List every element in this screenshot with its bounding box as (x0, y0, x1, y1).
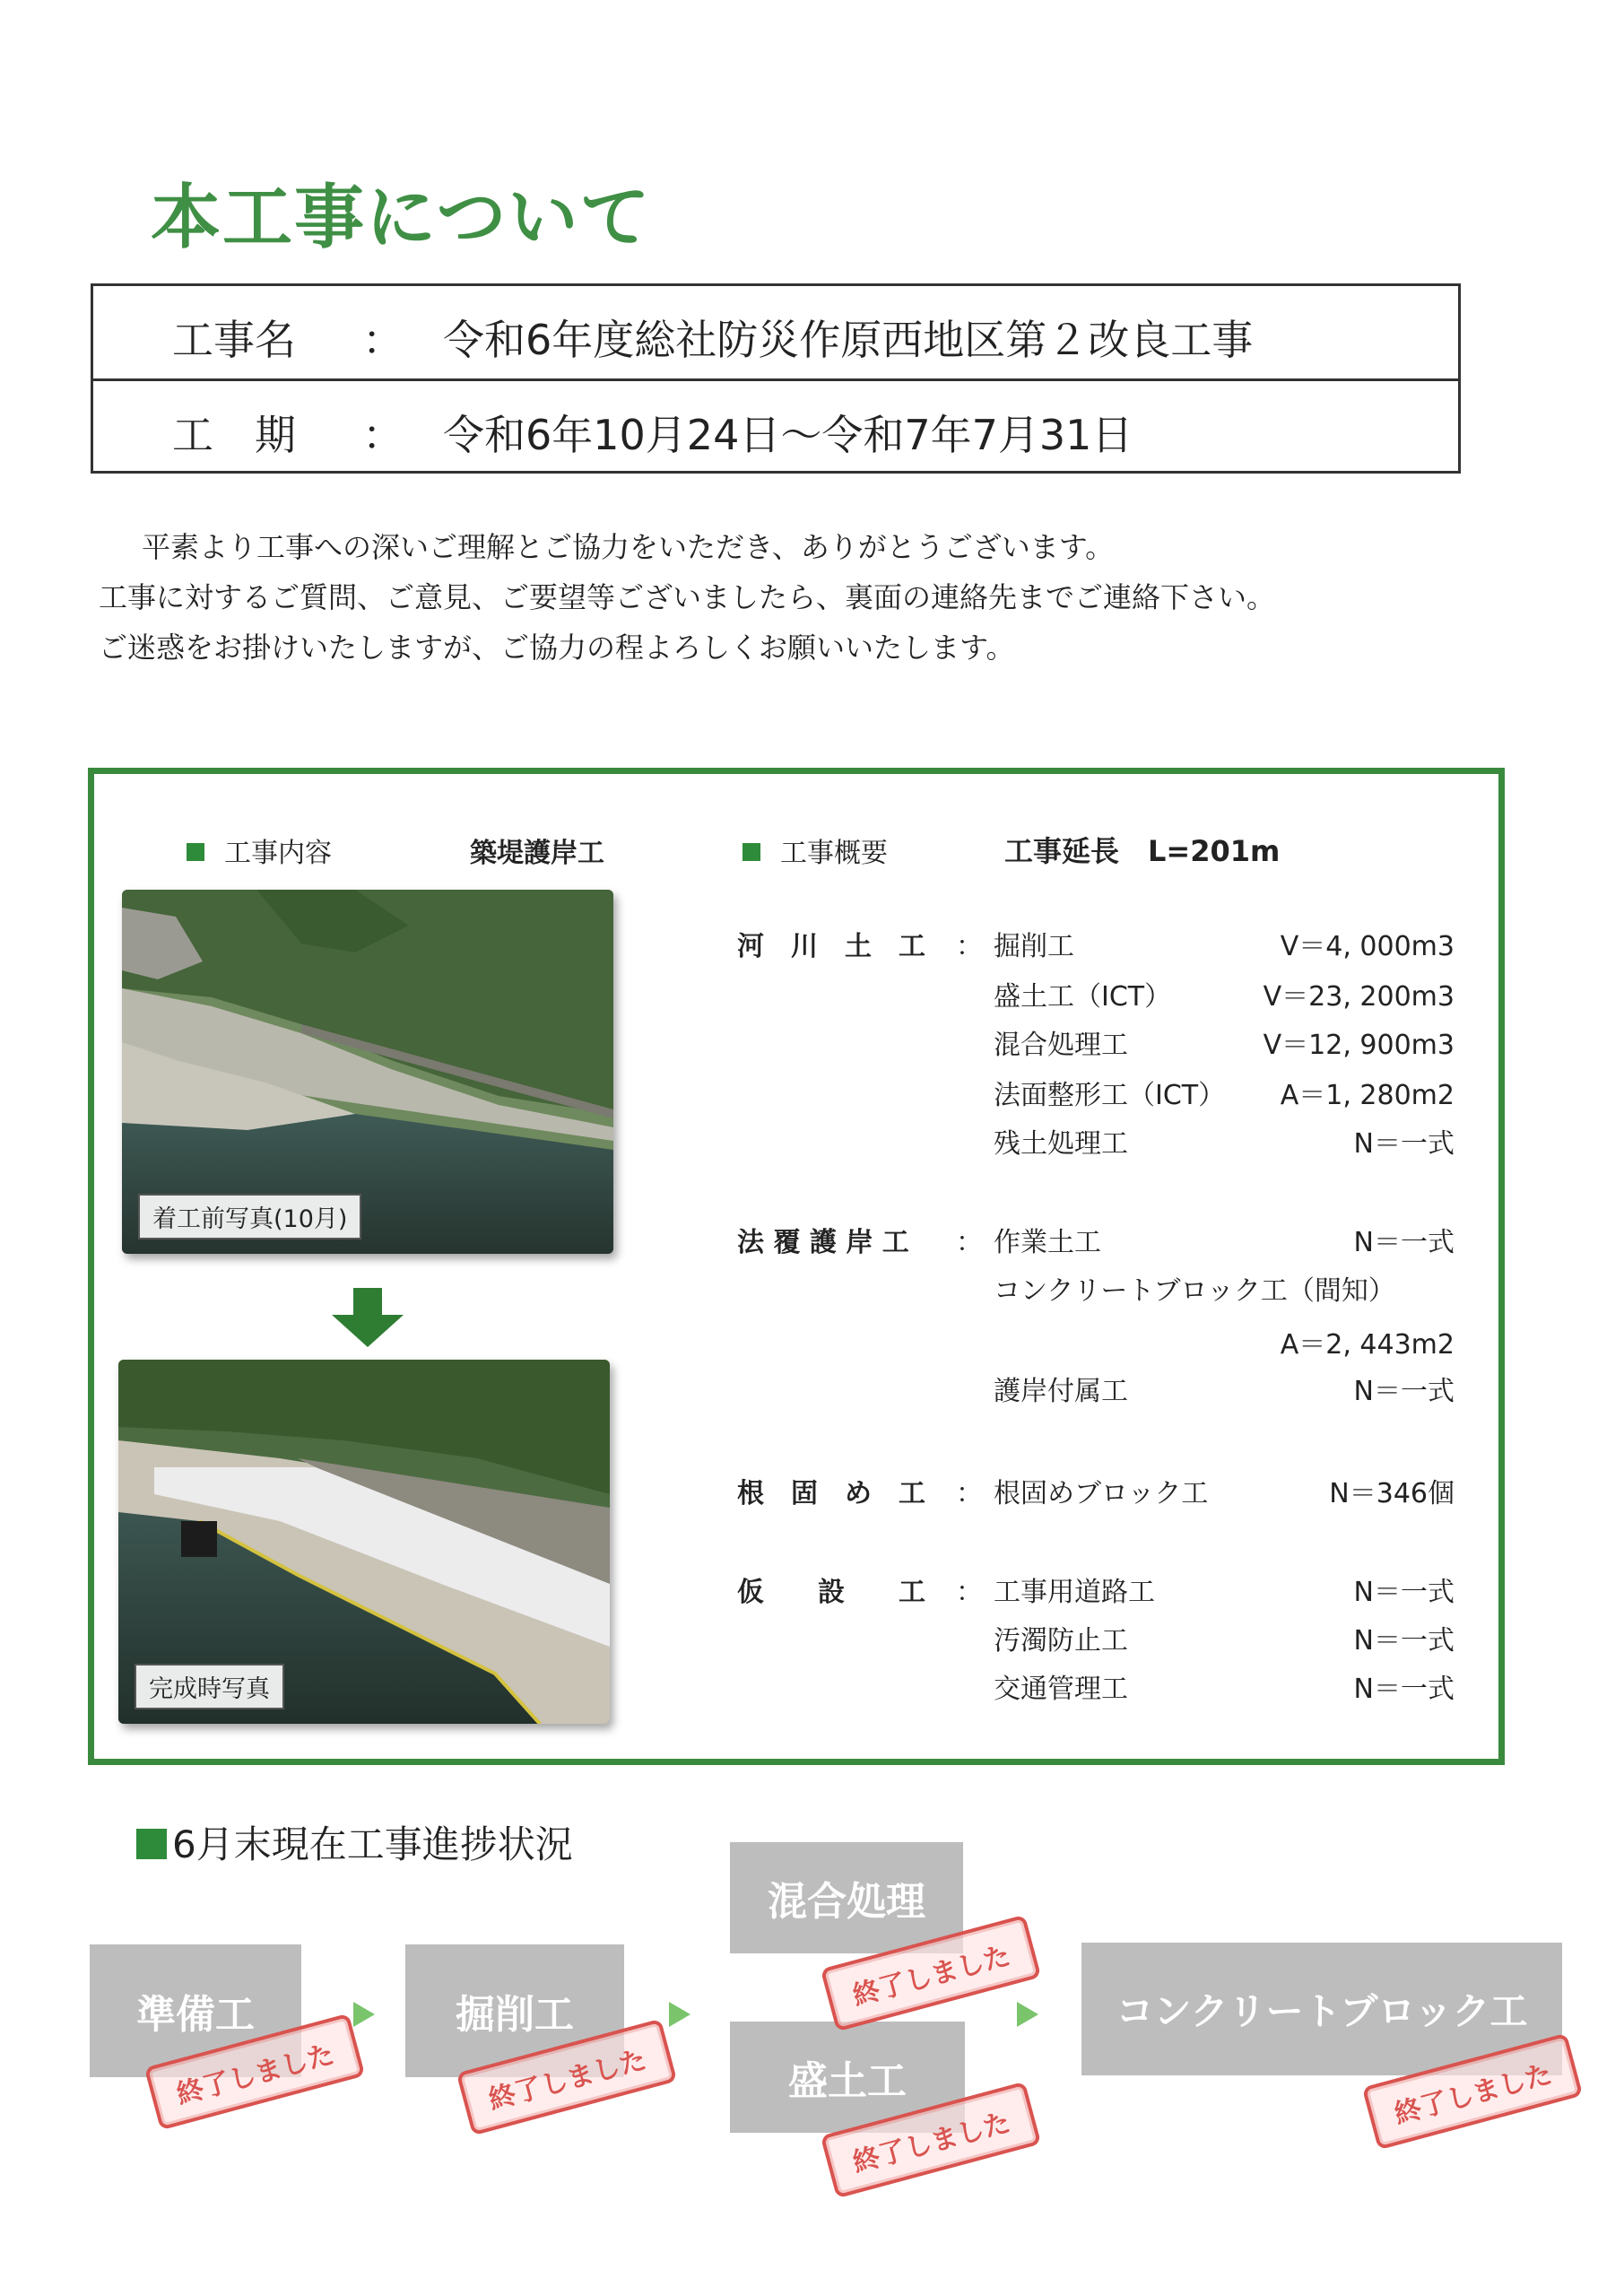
intro-line: 工事に対するご質問、ご意見、ご要望等ございましたら、裏面の連絡先までご連絡下さい。 (99, 580, 1276, 614)
project-name-value: 令和6年度総社防災作原西地区第２改良工事 (443, 316, 1254, 364)
project-period-label: 工 期 (172, 411, 296, 459)
page-title: 本工事について (151, 178, 652, 258)
photo-after-caption: 完成時写真 (135, 1664, 284, 1709)
overview-item-value: N＝一式 (1353, 1376, 1455, 1407)
overview-item-value: N＝一式 (1353, 1625, 1455, 1657)
overview-item-name: 汚濁防止工 (994, 1625, 1128, 1657)
intro-text (99, 522, 1498, 673)
content-value: 築堤護岸工 (470, 838, 604, 869)
overview-item-value: V＝12, 900m3 (1263, 1030, 1455, 1061)
overview-item-value: V＝23, 200m3 (1263, 981, 1455, 1013)
overview-colon: ： (956, 1478, 983, 1509)
overview-colon: ： (956, 1227, 983, 1258)
project-info-table (91, 283, 1461, 474)
square-bullet-icon (136, 1829, 167, 1859)
right-arrow-icon (353, 2002, 375, 2027)
step-mixing: 混合処理 (730, 1842, 963, 1953)
project-name-separator: ： (362, 316, 404, 364)
overview-item-name: 混合処理工 (994, 1030, 1128, 1061)
overview-item-name: 交通管理工 (994, 1674, 1128, 1705)
square-bullet-icon (187, 843, 204, 861)
overview-length: 工事延長 L=201m (1004, 834, 1281, 868)
project-period-row (93, 381, 1458, 474)
intro-line: 平素より工事への深いご理解とご協力をいただき、ありがとうございます。 (142, 530, 1115, 564)
overview-item-value: N＝一式 (1353, 1227, 1455, 1258)
completed-stamp: 終了しました (456, 2019, 678, 2136)
overview-item-value: N＝一式 (1353, 1128, 1455, 1160)
overview-item-value: N＝346個 (1329, 1478, 1455, 1509)
square-bullet-icon (743, 843, 760, 861)
overview-colon: ： (956, 1577, 983, 1608)
content-header (187, 831, 332, 870)
project-period-value: 令和6年10月24日～令和7年7月31日 (443, 411, 1133, 459)
content-label: 工事内容 (224, 838, 332, 869)
step-excavation: 掘削工 (405, 1944, 624, 2077)
overview-header (743, 831, 888, 870)
step-embankment: 盛土工 (730, 2022, 965, 2133)
overview-item-name: 残土処理工 (994, 1128, 1128, 1160)
overview-item-name: 護岸付属工 (994, 1376, 1128, 1407)
photo-before-caption: 着工前写真(10月) (138, 1194, 361, 1239)
overview-item-name: 掘削工 (994, 931, 1074, 962)
overview-item-value: A＝2, 443m2 (1280, 1329, 1455, 1361)
project-period-separator: ： (362, 411, 404, 459)
progress-title-text: 6月末現在工事進捗状況 (172, 1822, 573, 1866)
completed-stamp: 終了しました (821, 2082, 1042, 2199)
down-arrow-icon (332, 1288, 404, 1351)
right-arrow-icon (669, 2002, 690, 2027)
photo-before (122, 890, 613, 1254)
overview-item-name: 根固めブロック工 (994, 1478, 1209, 1509)
overview-item-value: N＝一式 (1353, 1674, 1455, 1705)
step-prep: 準備工 (90, 1944, 301, 2077)
completed-stamp: 終了しました (144, 2013, 366, 2131)
overview-category: 仮 設 工 (737, 1577, 925, 1608)
overview-item-name: コンクリートブロック工（間知） (994, 1275, 1395, 1307)
overview-item-name: 作業土工 (994, 1227, 1101, 1258)
photo-after (118, 1360, 610, 1724)
project-name-row (93, 286, 1458, 381)
overview-category: 根 固 め 工 (737, 1478, 925, 1509)
overview-category: 河 川 土 工 (737, 931, 925, 962)
overview-item-name: 盛土工（ICT） (994, 981, 1172, 1013)
overview-label: 工事概要 (780, 838, 888, 869)
overview-item-value: V＝4, 000m3 (1280, 931, 1455, 962)
overview-item-name: 工事用道路工 (994, 1577, 1155, 1608)
completed-stamp: 終了しました (1362, 2033, 1584, 2151)
project-name-label: 工事名 (172, 316, 296, 364)
overview-item-value: A＝1, 280m2 (1280, 1080, 1455, 1111)
overview-item-value: N＝一式 (1353, 1577, 1455, 1608)
overview-colon: ： (956, 931, 983, 962)
right-arrow-icon (1017, 2002, 1038, 2027)
step-concrete-block: コンクリートブロック工 (1081, 1943, 1562, 2075)
progress-title (136, 1815, 573, 1869)
overview-item-name: 法面整形工（ICT） (994, 1080, 1226, 1111)
intro-line: ご迷惑をお掛けいたしますが、ご協力の程よろしくお願いいたします。 (99, 631, 1015, 665)
overview-category: 法 覆 護 岸 工 (737, 1227, 909, 1258)
completed-stamp: 終了しました (821, 1915, 1042, 2032)
